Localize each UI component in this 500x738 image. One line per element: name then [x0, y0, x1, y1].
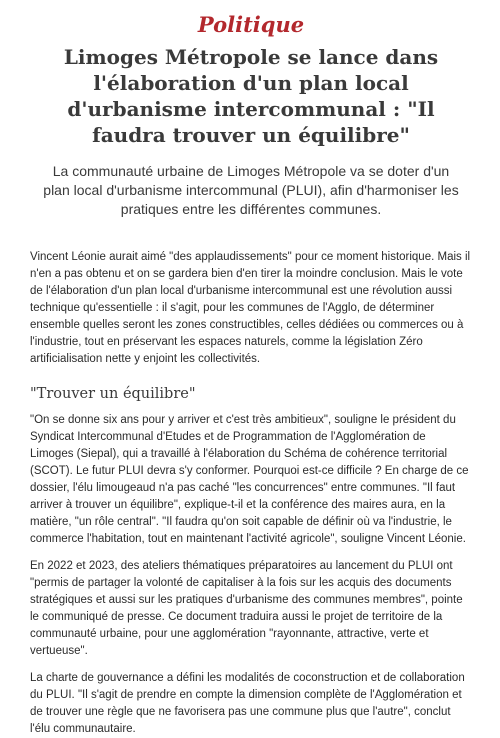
article-rubric[interactable]: Politique	[197, 12, 305, 37]
article-lead: La communauté urbaine de Limoges Métropole va se doter d'un plan local d'urbanisme intercommunal (PLUI), afin d'harmoniser les pratiques entre les différentes communes.	[43, 163, 459, 217]
article-paragraph: La charte de gouvernance a défini les modalités de coconstruction et de collaboration du PLUI. "Il s'agit de prendre en compte la dimension complète de l'Agglomération et de trouver une règle que ne favorisera pas une commune plus que l'autre", conclut l'élu communautaire.	[30, 672, 465, 735]
article-paragraph: "On se donne six ans pour y arriver et c'est très ambitieux", souligne le président du Syndicat Intercommunal d'Etudes et de Programmation de l'Agglomération de Limoges (Siepal), qui a travaillé à l'élaboration du Schéma de cohérence territorial (SCOT). Le futur PLUI devra s'y conformer. Pourquoi est-ce difficile ? En charge de ce dossier, l'élu limougeaud n'a pas caché "les concurrences" entre communes. "Il faut arriver à trouver un équilibre", explique-t-il et la conférence des maires aura, en la matière, "un rôle central". "Il faudra qu'on soit capable de définir où va l'industrie, le commerce l'habitation, tout en maintenant l'activité agricole", souligne Vincent Léonie.	[30, 414, 469, 545]
article-paragraph: En 2022 et 2023, des ateliers thématiques préparatoires au lancement du PLUI ont "permis de partager la volonté de capitaliser à la fois sur les acquis des documents stratégiques et aussi sur les pratiques d'urbanisme des communes membres", pointe le communiqué de presse. Ce document traduira aussi le projet de territoire de la communauté urbaine, pour une agglomération "rayonnante, attractive, verte et vertueuse".	[30, 560, 463, 657]
article	[0, 12, 500, 738]
article-title: Limoges Métropole se lance dans l'élaboration d'un plan local d'urbanisme intercommunal : "Il faudra trouver un équilibre"	[63, 45, 439, 147]
article-paragraph: Vincent Léonie aurait aimé "des applaudissements" pour ce moment historique. Mais il n'en a pas obtenu et on se gardera bien d'en tirer la moindre conclusion. Mais le vote de l'élaboration d'un plan local d'urbanisme intercommunal est une révolution aussi technique qu'essentielle : il s'agit, pour les communes de l'Agglo, de déterminer ensemble quelles seront les zones constructibles, celles dédiées ou commerces ou à l'industrie, tout en préservant les espaces naturels, comme la législation Zéro artificialisation nette y enjoint les collectivités.	[30, 251, 471, 365]
article-subheading: "Trouver un équilibre"	[30, 386, 196, 402]
